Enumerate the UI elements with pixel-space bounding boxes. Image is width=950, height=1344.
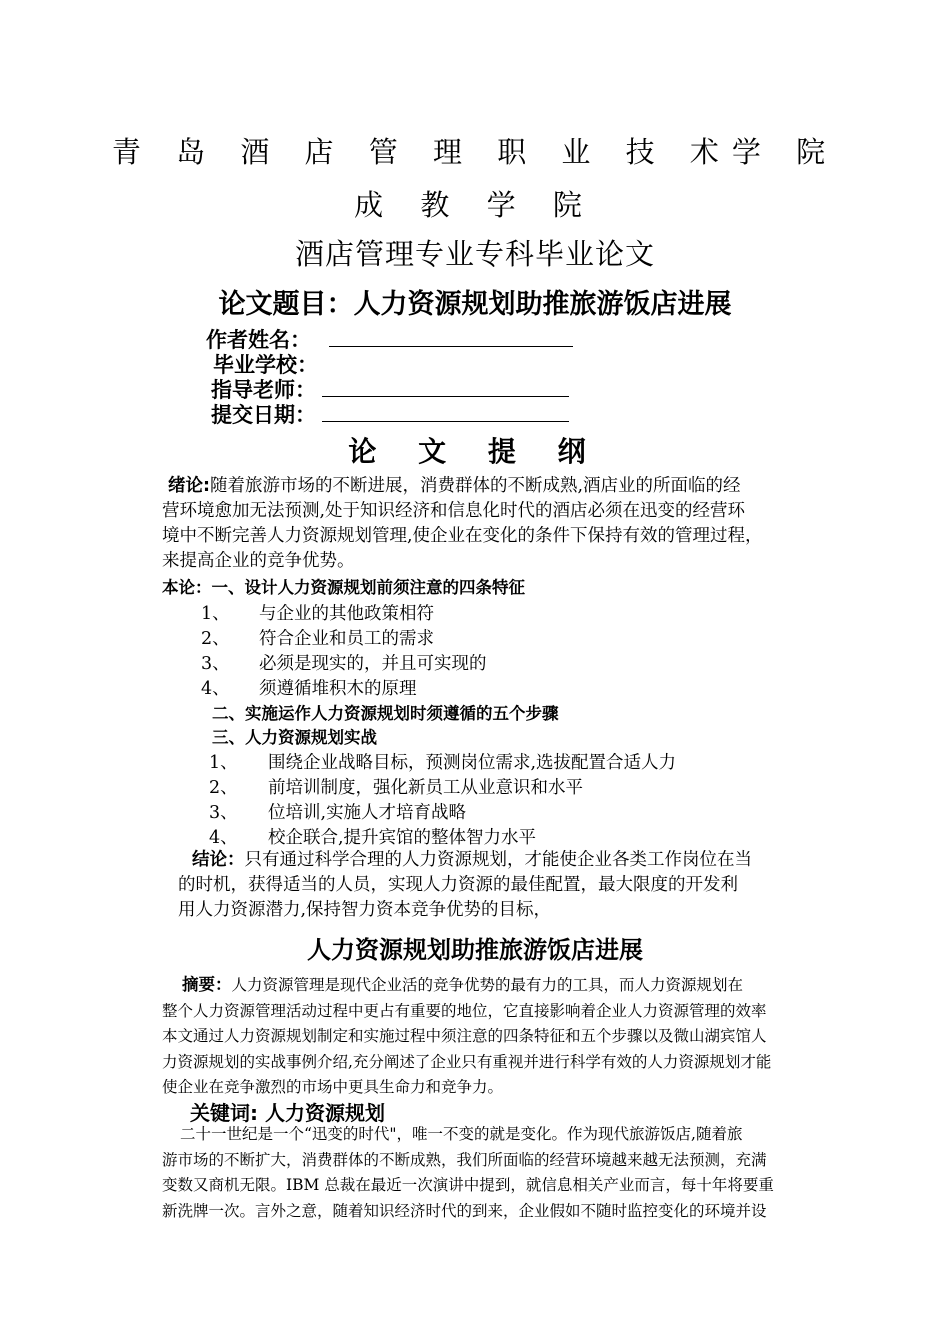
intro-line: 境中不断完善人力资源规划管理,使企业在变化的条件下保持有效的管理过程， [162,526,763,546]
list-num: 1、 [201,604,230,624]
field-date-label: 提交日期： [211,403,316,427]
school-name: 青 岛 酒 店 管 理 职 业 技 术学 院 [111,135,839,169]
conclusion-line: 只有通过科学合理的人力资源规划，才能使企业各类工作岗位在当 [244,850,752,870]
list-num: 4、 [209,828,238,848]
field-advisor-label: 指导老师： [211,378,316,402]
list-text: 须遵循堆积木的原理 [259,679,417,699]
list-num: 2、 [209,778,238,798]
abstract [162,972,771,1101]
list-num: 3、 [201,654,230,674]
list-item [201,600,434,625]
outline-section-3: 三、人力资源规划实战 [212,728,377,747]
list-item [201,625,434,650]
intro-line: 营环境愈加无法预测,处于知识经济和信息化时代的酒店必须在迅变的经营环 [162,501,746,521]
keywords: 关键词: 人力资源规划 [190,1101,385,1125]
outline-conclusion [178,848,752,923]
list-item [201,650,487,675]
body-line: 游市场的不断扩大，消费群体的不断成熟，我们所面临的经营环境越来越无法预测，充满 [162,1150,767,1169]
abstract-line: 本文通过人力资源规划制定和实施过程中须注意的四条特征和五个步骤以及微山湖宾馆人 [162,1027,767,1045]
intro-line: 来提高企业的竞争优势。 [162,551,355,571]
field-author-line [329,346,573,347]
intro-label: 绪论: [168,476,210,496]
list-text: 与企业的其他政策相符 [259,604,434,624]
outline-section-2: 二、实施运作人力资源规划时须遵循的五个步骤 [212,704,559,723]
intro-line: 随着旅游市场的不断进展，消费群体的不断成熟,酒店业的所面临的经 [210,476,741,496]
list-num: 4、 [201,679,230,699]
list-item [209,799,467,824]
list-item [209,774,583,799]
field-date-line [322,421,569,422]
conclusion-line: 的时机，获得适当的人员，实现人力资源的最佳配置，最大限度的开发利 [178,875,738,895]
thesis-type: 酒店管理专业专科毕业论文 [294,237,655,271]
college-name: 成 教 学 院 [354,188,596,222]
field-advisor-line [322,396,569,397]
list-text: 必须是现实的，并且可实现的 [259,654,487,674]
section-1-title: 一、设计人力资源规划前须注意的四条特征 [211,578,525,597]
list-num: 2、 [201,629,230,649]
article-body [162,1122,774,1224]
list-text: 符合企业和员工的需求 [259,629,434,649]
list-text: 校企联合,提升宾馆的整体智力水平 [268,828,537,848]
body-line: 新洗牌一次。言外之意，随着知识经济时代的到来，企业假如不随时监控变化的环境并设 [162,1201,767,1220]
abstract-line: 使企业在竞争激烈的市场中更具生命力和竞争力。 [162,1078,504,1096]
field-author-label: 作者姓名： [206,328,311,352]
thesis-title: 论文题目：人力资源规划助推旅游饭店进展 [218,289,732,320]
list-num: 3、 [209,803,238,823]
list-item [209,824,537,849]
abstract-label: 摘要： [182,975,232,994]
conclusion-label: 结论： [192,850,245,870]
list-item [209,749,677,774]
abstract-line: 力资源规划的实战事例介绍,充分阐述了企业只有重视并进行科学有效的人力资源规划才能 [162,1052,772,1071]
list-text: 位培训,实施人才培育战略 [268,803,467,823]
article-title: 人力资源规划助推旅游饭店进展 [307,936,643,964]
list-text: 前培训制度，强化新员工从业意识和水平 [268,778,583,798]
abstract-line: 整个人力资源管理活动过程中更占有重要的地位，它直接影响着企业人力资源管理的效率 [162,1001,767,1020]
list-text: 围绕企业战略目标，预测岗位需求,选拔配置合适人力 [268,753,677,773]
list-num: 1、 [209,753,238,773]
body-line: 变数又商机无限。IBM 总裁在最近一次演讲中提到，就信息相关产业而言，每十年将要重 [162,1176,774,1194]
abstract-line: 人力资源管理是现代企业活的竞争优势的最有力的工具，而人力资源规划在 [231,976,744,994]
list-item [201,675,417,700]
outline-intro [162,474,763,574]
body-label: 本论： [162,578,212,597]
body-line: 二十一世纪是一个“迅变的时代"，唯一不变的就是变化。作为现代旅游饭店,随着旅 [180,1125,743,1143]
outline-heading: 论 文 提 纲 [348,435,602,468]
outline-section-1 [162,574,525,598]
conclusion-line: 用人力资源潜力,保持智力资本竞争优势的目标， [178,900,552,920]
field-school-label: 毕业学校： [213,353,318,377]
